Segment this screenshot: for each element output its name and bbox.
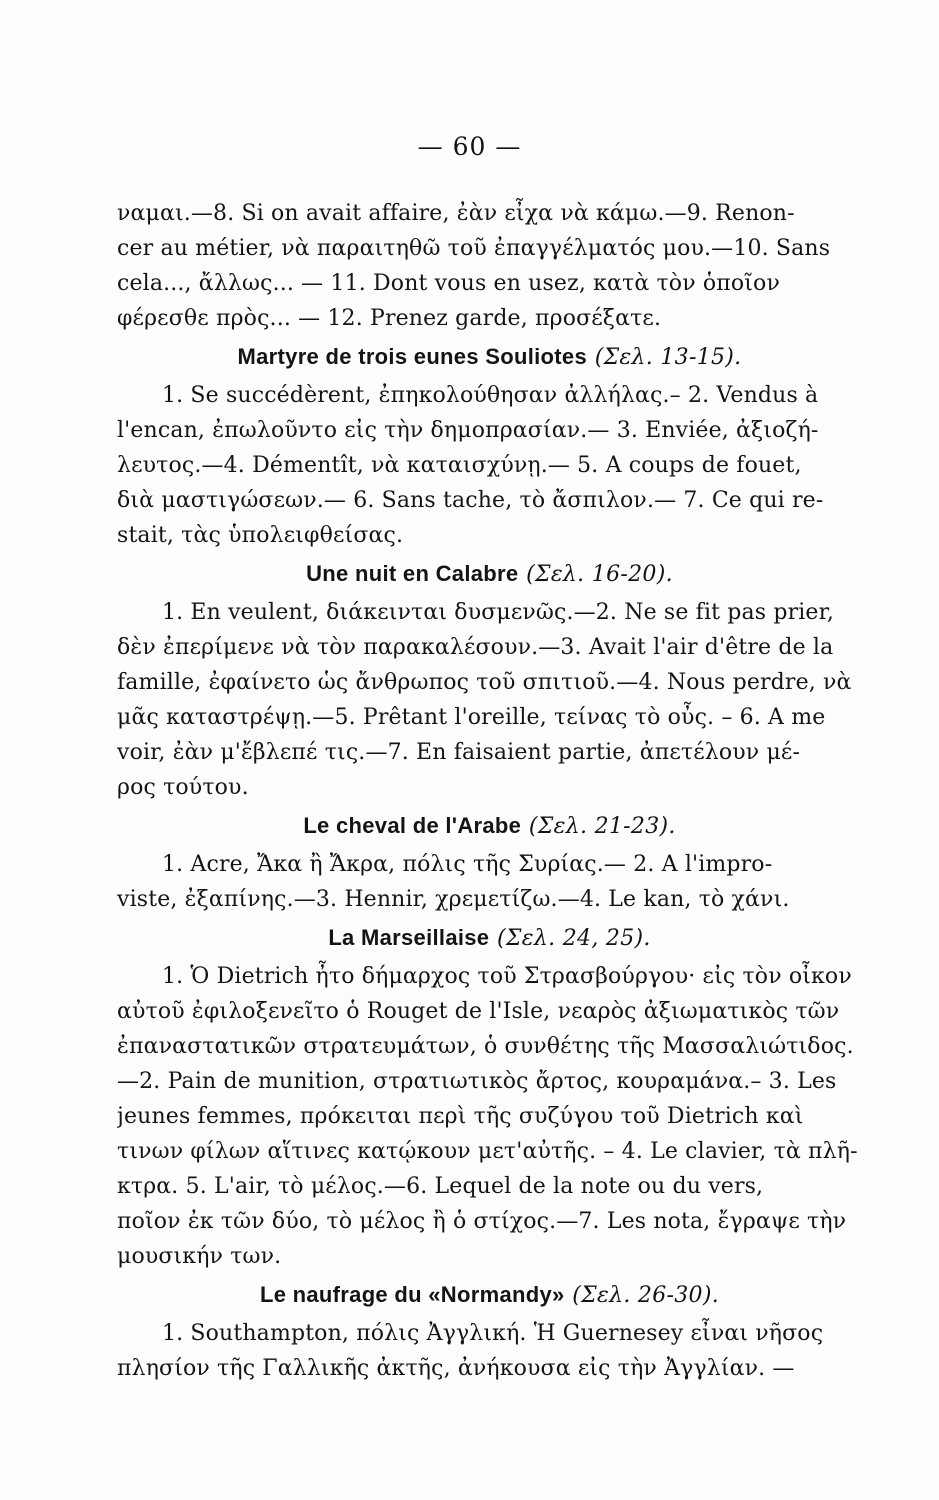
text-line: ρος τούτου.: [117, 775, 249, 800]
section-page-ref: (Σελ. 21-23).: [528, 814, 676, 839]
text-line: λευτος.—4. Démentît, νὰ καταισχύνῃ.— 5. A coups de fouet,: [117, 453, 802, 478]
text-line: l'encan, ἐπωλοῦντο εἰς τὴν δημοπρασίαν.— 3. Enviée, ἀξιοζή-: [117, 418, 819, 443]
section-heading: [117, 917, 862, 959]
section-heading: [117, 336, 862, 378]
text-line: δὲν ἐπερίμενε νὰ τὸν παρακαλέσουν.—3. Avait l'air d'être de la: [117, 635, 834, 660]
text-line: famille, ἐφαίνετο ὡς ἄνθρωπος τοῦ σπιτιοῦ.—4. Nous perdre, νὰ: [117, 670, 852, 695]
section-title: Une nuit en Calabre: [306, 561, 519, 586]
text-line: 1. Ὁ Dietrich ἦτο δήμαρχος τοῦ Στρασβούργου· εἰς τὸν οἶκον: [162, 964, 852, 989]
text-line: τινων φίλων αἵτινες κατῴκουν μετ'αὐτῆς. – 4. Le clavier, τὰ πλῆ-: [117, 1139, 858, 1164]
section-heading: [117, 1274, 862, 1316]
section-title: La Marseillaise: [328, 925, 490, 950]
text-line: ποῖον ἐκ τῶν δύο, τὸ μέλος ἢ ὁ στίχος.—7. Les nota, ἔγραψε τὴν: [117, 1209, 847, 1234]
page-number: — 60 —: [417, 132, 522, 161]
text-line: διὰ μαστιγώσεων.— 6. Sans tache, τὸ ἄσπιλον.— 7. Ce qui re-: [117, 488, 824, 513]
section-heading: [117, 805, 862, 847]
section-title: Le cheval de l'Arabe: [303, 813, 522, 838]
text-line: viste, ἐξαπίνης.—3. Hennir, χρεμετίζω.—4. Le kan, τὸ χάνι.: [117, 887, 790, 912]
text-line: cela..., ἄλλως... — 11. Dont vous en usez, κατὰ τὸν ὁποῖον: [117, 271, 780, 296]
text-line: stait, τὰς ὑπολειφθείσας.: [117, 523, 404, 548]
text-line: ναμαι.—8. Si on avait affaire, ἐὰν εἶχα νὰ κάμω.—9. Renon-: [117, 201, 795, 226]
text-line: μᾶς καταστρέψῃ.—5. Prêtant l'oreille, τείνας τὸ οὖς. – 6. A me: [117, 705, 826, 730]
text-line: 1. Southampton, πόλις Ἀγγλική. Ἡ Guernesey εἶναι νῆσος: [162, 1321, 824, 1346]
section-page-ref: (Σελ. 16-20).: [526, 562, 673, 587]
text-line: voir, ἐὰν μ'ἔβλεπέ τις.—7. En faisaient partie, ἀπετέλουν μέ-: [117, 740, 801, 765]
section-page-ref: (Σελ. 26-30).: [572, 1283, 720, 1308]
text-line: 1. Se succédèrent, ἐπηκολούθησαν ἀλλήλας.– 2. Vendus à: [162, 383, 819, 408]
text-line: 1. En veulent, διάκεινται δυσμενῶς.—2. Ne se fit pas prier,: [162, 600, 834, 625]
text-line: φέρεσθε πρὸς... — 12. Prenez garde, προσέξατε.: [117, 306, 662, 331]
section-title: Martyre de trois eunes Souliotes: [237, 344, 587, 369]
section-title: Le naufrage du «Normandy»: [259, 1282, 565, 1307]
text-line: μουσικήν των.: [117, 1244, 282, 1269]
text-line: ἐπαναστατικῶν στρατευμάτων, ὁ συνθέτης τῆς Μασσαλιώτιδος.: [117, 1034, 854, 1059]
text-line: cer au métier, νὰ παραιτηθῶ τοῦ ἐπαγγέλματός μου.—10. Sans: [117, 236, 831, 261]
section-heading: [117, 553, 862, 595]
page-text: [117, 196, 862, 1386]
text-line: πλησίον τῆς Γαλλικῆς ἀκτῆς, ἀνήκουσα εἰς τὴν Ἀγγλίαν. —: [117, 1356, 795, 1381]
section-page-ref: (Σελ. 13-15).: [594, 345, 742, 370]
text-line: κτρα. 5. L'air, τὸ μέλος.—6. Lequel de la note ou du vers,: [117, 1174, 764, 1199]
text-line: 1. Acre, Ἄκα ἢ Ἄκρα, πόλις τῆς Συρίας.— 2. A l'impro-: [162, 852, 773, 877]
text-line: jeunes femmes, πρόκειται περὶ τῆς συζύγου τοῦ Dietrich καὶ: [117, 1104, 804, 1129]
section-page-ref: (Σελ. 24, 25).: [497, 926, 651, 951]
text-line: αὐτοῦ ἐφιλοξενεῖτο ὁ Rouget de l'Isle, νεαρὸς ἀξιωματικὸς τῶν: [117, 999, 840, 1024]
text-line: —2. Pain de munition, στρατιωτικὸς ἄρτος, κουραμάνα.– 3. Les: [117, 1069, 837, 1094]
